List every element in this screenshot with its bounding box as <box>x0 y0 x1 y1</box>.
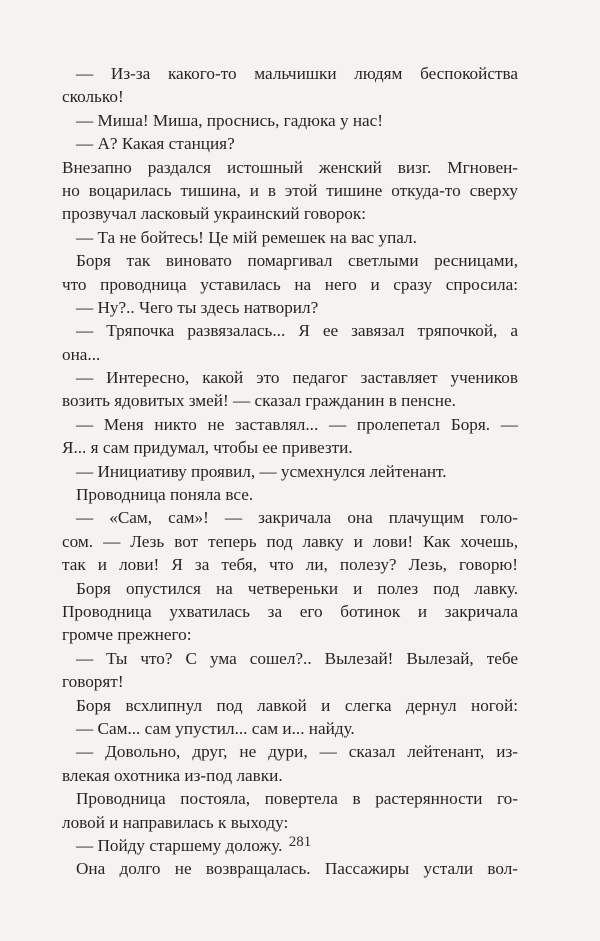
page-text <box>62 62 518 922</box>
text-line-5: Внезапно раздался истошный женский визг. Мгновен- <box>62 157 518 177</box>
text-line-7: прозвучал ласковый украинский говорок: <box>62 204 367 224</box>
text-line-11: — Ну?.. Чего ты здесь натворил? <box>76 297 319 317</box>
text-line-17: Я... я сам придумал, чтобы ее привезти. <box>62 438 353 458</box>
text-line-33: ловой и направилась к выходу: <box>62 812 289 832</box>
text-line-15: возить ядовитых змей! — сказал гражданин в пенсне. <box>62 391 456 411</box>
text-line-13: она... <box>62 344 101 364</box>
text-line-9: Боря так виновато помаргивал светлыми ресницами, <box>76 251 518 271</box>
text-line-29: — Сам... сам упустил... сам и... найду. <box>76 718 355 738</box>
text-line-8: — Та не бойтесь! Це мій ремешек на вас упал. <box>76 227 417 247</box>
text-line-3: — Миша! Миша, проснись, гадюка у нас! <box>76 110 384 130</box>
text-line-21: сом. — Лезь вот теперь под лавку и лови! Как хочешь, <box>62 531 518 551</box>
text-line-35: Она долго не возвращалась. Пассажиры устали вол- <box>76 859 518 879</box>
text-line-14: — Интересно, какой это педагог заставляет учеников <box>76 368 518 388</box>
text-line-24: Проводница ухватилась за его ботинок и закричала <box>62 601 518 621</box>
text-line-16: — Меня никто не заставлял... — пролепетал Боря. — <box>76 414 518 434</box>
text-line-1: — Из-за какого-то мальчишки людям беспокойства <box>76 64 518 83</box>
text-line-2: сколько! <box>62 87 124 107</box>
text-line-12: — Тряпочка развязалась... Я ее завязал тряпочкой, а <box>76 321 518 341</box>
text-line-10: что проводница уставилась на него и сразу спросила: <box>62 274 518 294</box>
text-line-26: — Ты что? С ума сошел?.. Вылезай! Вылезай, тебе <box>76 648 518 668</box>
text-line-28: Боря всхлипнул под лавкой и слегка дернул ногой: <box>76 695 518 715</box>
text-line-25: громче прежнего: <box>62 625 192 645</box>
text-line-34: — Пойду старшему доложу. <box>76 835 283 855</box>
text-line-4: — А? Какая станция? <box>76 134 235 154</box>
text-line-20: — «Сам, сам»! — закричала она плачущим голо- <box>76 508 518 528</box>
text-line-27: говорят! <box>62 672 124 692</box>
page-number: 281 <box>288 834 312 850</box>
text-line-18: — Инициативу проявил, — усмехнулся лейтенант. <box>76 461 447 481</box>
text-line-6: но воцарилась тишина, и в этой тишине откуда-то сверху <box>62 180 518 200</box>
text-line-19: Проводница поняла все. <box>76 485 254 505</box>
text-line-22: так и лови! Я за тебя, что ли, полезу? Лезь, говорю! <box>62 555 518 575</box>
text-line-23: Боря опустился на четвереньки и полез под лавку. <box>76 578 518 598</box>
text-line-32: Проводница постояла, повертела в растерянности го- <box>76 789 518 809</box>
text-line-31: влекая охотника из-под лавки. <box>62 765 283 785</box>
text-line-30: — Довольно, друг, не дури, — сказал лейтенант, из- <box>76 742 518 762</box>
